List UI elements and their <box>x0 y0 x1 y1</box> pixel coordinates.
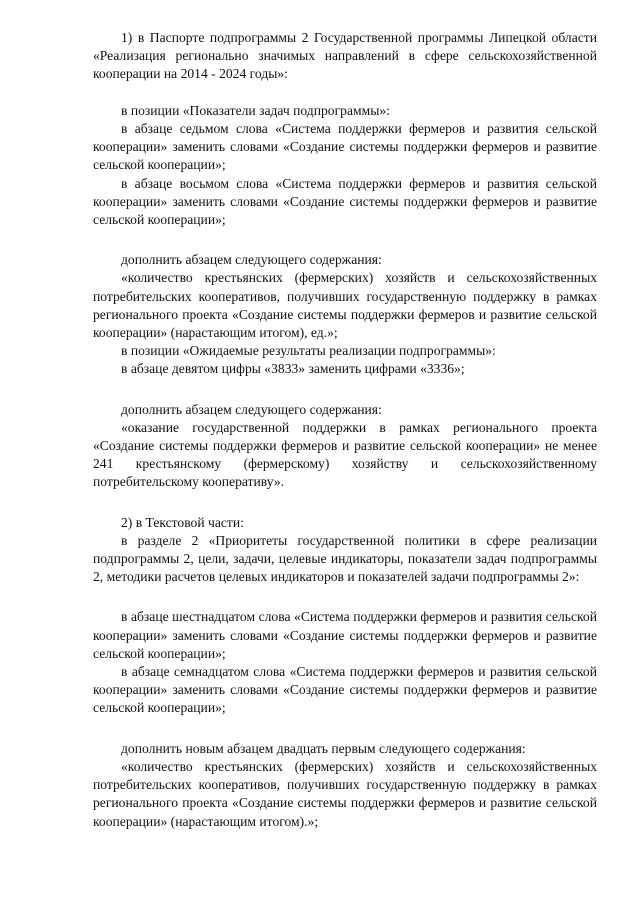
spacer <box>93 229 597 251</box>
paragraph-seventeenth-clause: в абзаце семнадцатом слова «Система поддержки фермеров и развития сельской кооперации» заменить словами «Создание системы поддержки фермеров и развитие сельской кооперации»; <box>93 664 597 716</box>
paragraph-text-part: 2) в Текстовой части: <box>121 514 244 530</box>
spacer <box>93 586 597 608</box>
paragraph-add-clause-2: дополнить абзацем следующего содержания: <box>121 401 382 417</box>
paragraph-sixteenth-clause: в абзаце шестнадцатом слова «Система поддержки фермеров и развития сельской кооперации» заменить словами «Создание системы поддержки фермеров и развитие сельской кооперации»; <box>93 609 597 661</box>
spacer <box>93 492 597 514</box>
paragraph-quote-count-2: «количество крестьянских (фермерских) хозяйств и сельскохозяйственных потребительских кооперативов, получивших государственную поддержку в рамках регионального проекта «Создание системы поддержки фермеров и развитие сельской кооперации» (нарастающим итогом).»; <box>93 758 597 829</box>
paragraph-seventh-clause: в абзаце седьмом слова «Система поддержки фермеров и развития сельской кооперации» заменить словами «Создание системы поддержки фермеров и развитие сельской кооперации»; <box>93 121 597 173</box>
paragraph-quote-count-1: «количество крестьянских (фермерских) хозяйств и сельскохозяйственных потребительских кооперативов, получивших государственную поддержку в рамках регионального проекта «Создание системы поддержки фермеров и развитие сельской кооперации» (нарастающим итогом), ед.»; <box>93 270 597 341</box>
paragraph-quote-support: «оказание государственной поддержки в рамках регионального проекта «Создание системы поддержки фермеров и развитие сельской кооперации» не менее 241 крестьянскому (фермерскому) хозяйству и сельскохозяйственному потребительскому кооперативу». <box>93 419 597 490</box>
spacer <box>93 379 597 401</box>
paragraph-section-2: в разделе 2 «Приоритеты государственной политики в сфере реализации подпрограммы 2, цели, задачи, целевые индикаторы, показатели задач подпрограммы 2, методики расчетов целевых индикаторов и показателей задачи подпрограммы 2»: <box>93 532 597 585</box>
document-page <box>93 29 597 831</box>
paragraph-expected-results: в позиции «Ожидаемые результаты реализации подпрограммы»: <box>121 343 496 359</box>
paragraph-ninth-clause: в абзаце девятом цифры «3833» заменить цифрами «3336»; <box>121 361 465 377</box>
paragraph-add-clause-1: дополнить абзацем следующего содержания: <box>121 252 382 268</box>
spacer <box>93 84 597 102</box>
paragraph-passport-intro: 1) в Паспорте подпрограммы 2 Государственной программы Липецкой области «Реализация регионально значимых направлений в сфере сельскохозяйственной кооперации на 2014 - 2024 годы»: <box>93 30 597 82</box>
paragraph-indicators-position: в позиции «Показатели задач подпрограммы»: <box>121 102 390 118</box>
paragraph-eighth-clause: в абзаце восьмом слова «Система поддержки фермеров и развития сельской кооперации» заменить словами «Создание системы поддержки фермеров и развитие сельской кооперации»; <box>93 175 597 228</box>
spacer <box>93 718 597 740</box>
paragraph-add-clause-21: дополнить новым абзацем двадцать первым следующего содержания: <box>121 740 526 756</box>
